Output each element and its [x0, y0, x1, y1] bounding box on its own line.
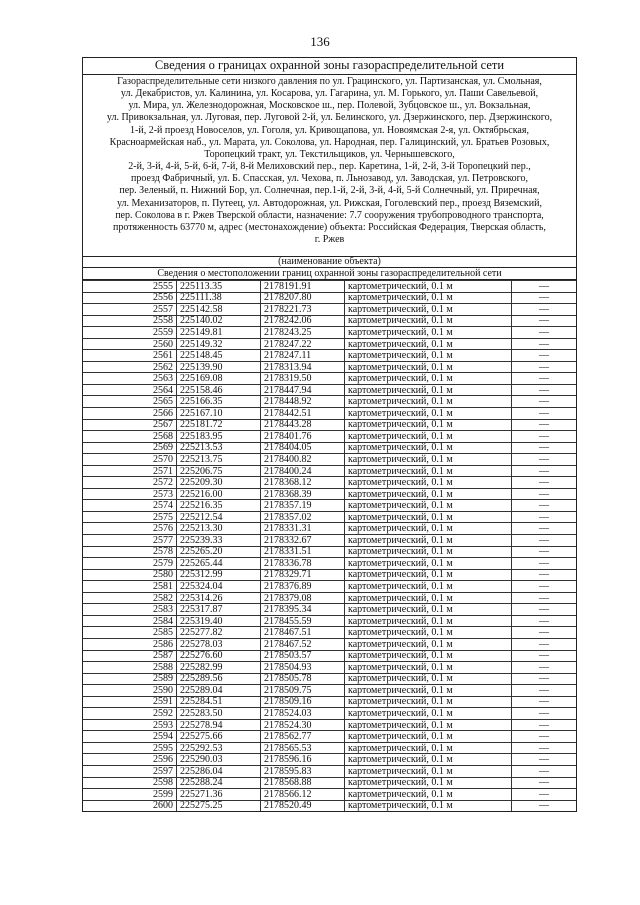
description-dash: — [512, 431, 577, 443]
coordinate-x: 225265.20 [177, 546, 261, 558]
coordinate-y: 2178520.49 [261, 800, 345, 811]
description-line: ул. Механизаторов, п. Путеец, ул. Автодорожная, ул. Рижская, Гоголевский пер., проезд Вяземский, [117, 197, 542, 209]
coordinate-x: 225142.58 [177, 304, 261, 316]
description-line: г. Ржев [314, 234, 345, 246]
point-number: 2573 [83, 488, 177, 500]
description-line: пер. Зеленый, п. Нижний Бор, ул. Солнечная, пер.1-й, 2-й, 3-й, 4-й, 5-й Солнечный, ул. Приречная, [119, 185, 540, 197]
method-accuracy: картометрический, 0.1 м [345, 765, 512, 777]
description-dash: — [512, 615, 577, 627]
method-accuracy: картометрический, 0.1 м [345, 546, 512, 558]
coordinate-x: 225216.35 [177, 500, 261, 512]
description-dash: — [512, 442, 577, 454]
table-row [83, 396, 576, 408]
method-accuracy: картометрический, 0.1 м [345, 315, 512, 327]
coordinate-y: 2178448.92 [261, 396, 345, 408]
table-row [83, 569, 576, 581]
table-row [83, 800, 576, 811]
method-accuracy: картометрический, 0.1 м [345, 500, 512, 512]
object-description [83, 75, 576, 256]
coordinate-x: 225317.87 [177, 604, 261, 616]
method-accuracy: картометрический, 0.1 м [345, 511, 512, 523]
coordinate-y: 2178467.52 [261, 638, 345, 650]
coordinate-y: 2178329.71 [261, 569, 345, 581]
coordinate-x: 225290.03 [177, 754, 261, 766]
method-accuracy: картометрический, 0.1 м [345, 685, 512, 697]
point-number: 2588 [83, 662, 177, 674]
method-accuracy: картометрический, 0.1 м [345, 292, 512, 304]
object-name-caption: (наименование объекта) [83, 256, 576, 268]
method-accuracy: картометрический, 0.1 м [345, 581, 512, 593]
table-row [83, 708, 576, 720]
method-accuracy: картометрический, 0.1 м [345, 431, 512, 443]
table-row [83, 431, 576, 443]
coordinate-x: 225239.33 [177, 535, 261, 547]
coordinate-x: 225148.45 [177, 350, 261, 362]
point-number: 2594 [83, 731, 177, 743]
point-number: 2566 [83, 408, 177, 420]
description-line: Торопецкий тракт, ул. Текстильщиков, ул. Чернышевского, [204, 148, 455, 160]
method-accuracy: картометрический, 0.1 м [345, 304, 512, 316]
table-row [83, 535, 576, 547]
coordinate-y: 2178524.03 [261, 708, 345, 720]
table-row [83, 673, 576, 685]
point-number: 2569 [83, 442, 177, 454]
description-dash: — [512, 546, 577, 558]
table-row [83, 454, 576, 466]
coordinate-x: 225284.51 [177, 696, 261, 708]
table-row [83, 638, 576, 650]
coordinate-y: 2178568.88 [261, 777, 345, 789]
method-accuracy: картометрический, 0.1 м [345, 731, 512, 743]
coordinate-x: 225213.75 [177, 454, 261, 466]
table-row [83, 281, 576, 293]
coordinate-x: 225169.08 [177, 373, 261, 385]
table-row [83, 315, 576, 327]
method-accuracy: картометрический, 0.1 м [345, 627, 512, 639]
point-number: 2587 [83, 650, 177, 662]
coordinate-y: 2178332.67 [261, 535, 345, 547]
coordinate-x: 225212.54 [177, 511, 261, 523]
coordinate-y: 2178243.25 [261, 327, 345, 339]
description-dash: — [512, 384, 577, 396]
method-accuracy: картометрический, 0.1 м [345, 454, 512, 466]
description-dash: — [512, 638, 577, 650]
page-number: 136 [310, 34, 330, 49]
coordinate-y: 2178247.22 [261, 338, 345, 350]
point-number: 2599 [83, 789, 177, 801]
coordinate-x: 225213.30 [177, 523, 261, 535]
method-accuracy: картометрический, 0.1 м [345, 523, 512, 535]
coordinate-y: 2178442.51 [261, 408, 345, 420]
coordinate-x: 225139.90 [177, 361, 261, 373]
coordinate-x: 225283.50 [177, 708, 261, 720]
method-accuracy: картометрический, 0.1 м [345, 442, 512, 454]
table-row [83, 696, 576, 708]
coordinate-y: 2178596.16 [261, 754, 345, 766]
boundary-subtitle: Сведения о местоположении границ охранной зоны газораспределительной сети [83, 268, 576, 280]
table-row [83, 685, 576, 697]
coordinate-x: 225278.03 [177, 638, 261, 650]
description-dash: — [512, 558, 577, 570]
description-dash: — [512, 685, 577, 697]
method-accuracy: картометрический, 0.1 м [345, 338, 512, 350]
method-accuracy: картометрический, 0.1 м [345, 754, 512, 766]
coordinate-x: 225158.46 [177, 384, 261, 396]
coordinate-y: 2178336.78 [261, 558, 345, 570]
coordinate-x: 225271.36 [177, 789, 261, 801]
point-number: 2597 [83, 765, 177, 777]
description-dash: — [512, 696, 577, 708]
description-dash: — [512, 373, 577, 385]
description-dash: — [512, 523, 577, 535]
coordinate-y: 2178562.77 [261, 731, 345, 743]
coordinate-y: 2178505.78 [261, 673, 345, 685]
method-accuracy: картометрический, 0.1 м [345, 327, 512, 339]
point-number: 2559 [83, 327, 177, 339]
coordinate-y: 2178509.16 [261, 696, 345, 708]
coordinate-y: 2178331.51 [261, 546, 345, 558]
coordinate-x: 225275.25 [177, 800, 261, 811]
coordinate-x: 225140.02 [177, 315, 261, 327]
coordinate-x: 225292.53 [177, 742, 261, 754]
table-row [83, 523, 576, 535]
table-row [83, 777, 576, 789]
coordinate-x: 225289.56 [177, 673, 261, 685]
coordinate-x: 225213.53 [177, 442, 261, 454]
point-number: 2574 [83, 500, 177, 512]
coordinate-y: 2178376.89 [261, 581, 345, 593]
point-number: 2564 [83, 384, 177, 396]
description-line: Красноармейская наб., ул. Марата, ул. Соколова, ул. Народная, пер. Галицинский, ул. Братьев Розовых, [109, 136, 550, 148]
point-number: 2570 [83, 454, 177, 466]
coordinate-x: 225312.99 [177, 569, 261, 581]
description-dash: — [512, 581, 577, 593]
point-number: 2561 [83, 350, 177, 362]
coordinate-y: 2178368.12 [261, 477, 345, 489]
coordinate-y: 2178404.05 [261, 442, 345, 454]
coordinate-x: 225276.60 [177, 650, 261, 662]
coordinate-x: 225183.95 [177, 431, 261, 443]
coordinate-y: 2178368.39 [261, 488, 345, 500]
coordinate-x: 225275.66 [177, 731, 261, 743]
table-row [83, 419, 576, 431]
description-dash: — [512, 292, 577, 304]
point-number: 2583 [83, 604, 177, 616]
coordinate-y: 2178313.94 [261, 361, 345, 373]
coordinate-y: 2178400.24 [261, 465, 345, 477]
point-number: 2598 [83, 777, 177, 789]
table-row [83, 511, 576, 523]
description-line: проезд Фабричный, ул. Б. Спасская, ул. Чехова, п. Льнозавод, ул. Заводская, ул. Петровского, [130, 173, 529, 185]
point-number: 2589 [83, 673, 177, 685]
method-accuracy: картометрический, 0.1 м [345, 396, 512, 408]
description-dash: — [512, 396, 577, 408]
method-accuracy: картометрический, 0.1 м [345, 384, 512, 396]
method-accuracy: картометрический, 0.1 м [345, 638, 512, 650]
coordinate-y: 2178395.34 [261, 604, 345, 616]
description-dash: — [512, 742, 577, 754]
description-dash: — [512, 408, 577, 420]
description-line: Газораспределительные сети низкого давления по ул. Грацинского, ул. Партизанская, ул. Смольная, [117, 76, 542, 87]
description-dash: — [512, 789, 577, 801]
coordinate-x: 225149.32 [177, 338, 261, 350]
method-accuracy: картометрический, 0.1 м [345, 419, 512, 431]
table-row [83, 384, 576, 396]
point-number: 2579 [83, 558, 177, 570]
coordinate-y: 2178400.82 [261, 454, 345, 466]
point-number: 2568 [83, 431, 177, 443]
description-dash: — [512, 731, 577, 743]
method-accuracy: картометрический, 0.1 м [345, 373, 512, 385]
method-accuracy: картометрический, 0.1 м [345, 708, 512, 720]
description-dash: — [512, 488, 577, 500]
description-dash: — [512, 754, 577, 766]
description-line: пер. Соколова в г. Ржев Тверской области, назначение: 7.7 сооружения трубопроводного транспорта, [115, 209, 544, 221]
description-dash: — [512, 662, 577, 674]
coordinate-x: 225319.40 [177, 615, 261, 627]
coordinate-x: 225265.44 [177, 558, 261, 570]
point-number: 2600 [83, 800, 177, 811]
coordinate-y: 2178595.83 [261, 765, 345, 777]
point-number: 2584 [83, 615, 177, 627]
coordinate-y: 2178379.08 [261, 592, 345, 604]
table-row [83, 373, 576, 385]
coordinate-x: 225167.10 [177, 408, 261, 420]
point-number: 2567 [83, 419, 177, 431]
point-number: 2578 [83, 546, 177, 558]
point-number: 2580 [83, 569, 177, 581]
description-line: ул. Мира, ул. Железнодорожная, Московское ш., пер. Полевой, Зубцовское ш., ул. Вокзальная, [128, 100, 531, 112]
method-accuracy: картометрический, 0.1 м [345, 650, 512, 662]
coordinate-x: 225282.99 [177, 662, 261, 674]
point-number: 2555 [83, 281, 177, 293]
coordinate-y: 2178242.06 [261, 315, 345, 327]
description-dash: — [512, 281, 577, 293]
coordinate-y: 2178447.94 [261, 384, 345, 396]
description-dash: — [512, 477, 577, 489]
table-row [83, 361, 576, 373]
method-accuracy: картометрический, 0.1 м [345, 281, 512, 293]
coordinate-y: 2178331.31 [261, 523, 345, 535]
table-row [83, 477, 576, 489]
point-number: 2591 [83, 696, 177, 708]
point-number: 2582 [83, 592, 177, 604]
coordinate-x: 225314.26 [177, 592, 261, 604]
method-accuracy: картометрический, 0.1 м [345, 777, 512, 789]
point-number: 2565 [83, 396, 177, 408]
table-row [83, 500, 576, 512]
coordinate-x: 225277.82 [177, 627, 261, 639]
coordinate-y: 2178207.80 [261, 292, 345, 304]
table-row [83, 350, 576, 362]
description-dash: — [512, 327, 577, 339]
coordinate-y: 2178524.30 [261, 719, 345, 731]
description-dash: — [512, 650, 577, 662]
method-accuracy: картометрический, 0.1 м [345, 558, 512, 570]
coordinate-y: 2178221.73 [261, 304, 345, 316]
description-dash: — [512, 338, 577, 350]
description-dash: — [512, 800, 577, 811]
table-row [83, 627, 576, 639]
method-accuracy: картометрический, 0.1 м [345, 465, 512, 477]
description-dash: — [512, 604, 577, 616]
coordinate-x: 225166.35 [177, 396, 261, 408]
description-line: протяженность 63770 м, адрес (местонахождение) объекта: Российская Федерация, Тверская область, [113, 221, 546, 233]
coordinate-x: 225286.04 [177, 765, 261, 777]
coordinate-x: 225206.75 [177, 465, 261, 477]
document-frame [82, 57, 577, 812]
description-dash: — [512, 673, 577, 685]
method-accuracy: картометрический, 0.1 м [345, 696, 512, 708]
method-accuracy: картометрический, 0.1 м [345, 662, 512, 674]
table-row [83, 662, 576, 674]
point-number: 2558 [83, 315, 177, 327]
coordinate-x: 225324.04 [177, 581, 261, 593]
table-row [83, 731, 576, 743]
coordinate-x: 225288.24 [177, 777, 261, 789]
method-accuracy: картометрический, 0.1 м [345, 789, 512, 801]
coordinate-y: 2178247.11 [261, 350, 345, 362]
coordinate-y: 2178357.02 [261, 511, 345, 523]
method-accuracy: картометрический, 0.1 м [345, 535, 512, 547]
description-dash: — [512, 765, 577, 777]
description-dash: — [512, 592, 577, 604]
method-accuracy: картометрический, 0.1 м [345, 408, 512, 420]
description-dash: — [512, 719, 577, 731]
point-number: 2562 [83, 361, 177, 373]
table-row [83, 465, 576, 477]
description-dash: — [512, 569, 577, 581]
table-row [83, 558, 576, 570]
table-row [83, 442, 576, 454]
coordinate-x: 225149.81 [177, 327, 261, 339]
method-accuracy: картометрический, 0.1 м [345, 673, 512, 685]
coordinate-y: 2178443.28 [261, 419, 345, 431]
method-accuracy: картометрический, 0.1 м [345, 800, 512, 811]
point-number: 2572 [83, 477, 177, 489]
table-row [83, 742, 576, 754]
description-line: ул. Привокзальная, ул. Луговая, пер. Луговой 2-й, ул. Белинского, ул. Дзержинского, пер. Дзержинского, [106, 112, 553, 124]
description-dash: — [512, 535, 577, 547]
description-dash: — [512, 777, 577, 789]
section-title: Сведения о границах охранной зоны газораспределительной сети [83, 58, 576, 75]
table-row [83, 304, 576, 316]
point-number: 2577 [83, 535, 177, 547]
method-accuracy: картометрический, 0.1 м [345, 592, 512, 604]
table-row [83, 292, 576, 304]
table-row [83, 765, 576, 777]
coordinate-x: 225216.00 [177, 488, 261, 500]
point-number: 2586 [83, 638, 177, 650]
description-dash: — [512, 500, 577, 512]
point-number: 2590 [83, 685, 177, 697]
description-line: 2-й, 3-й, 4-й, 5-й, 6-й, 7-й, 8-й Мелиховский пер., пер. Каретина, 1-й, 2-й, 3-й Торопецкий пер., [128, 161, 531, 173]
table-row [83, 604, 576, 616]
method-accuracy: картометрический, 0.1 м [345, 615, 512, 627]
coordinate-x: 225111.38 [177, 292, 261, 304]
coordinate-x: 225289.04 [177, 685, 261, 697]
table-row [83, 615, 576, 627]
point-number: 2585 [83, 627, 177, 639]
coordinate-x: 225278.94 [177, 719, 261, 731]
point-number: 2592 [83, 708, 177, 720]
coordinate-y: 2178503.57 [261, 650, 345, 662]
description-line: ул. Декабристов, ул. Калинина, ул. Косарова, ул. Гагарина, ул. М. Горького, ул. Паши Савельевой, [120, 88, 539, 100]
point-number: 2563 [83, 373, 177, 385]
description-dash: — [512, 454, 577, 466]
coordinate-y: 2178504.93 [261, 662, 345, 674]
table-row [83, 650, 576, 662]
coordinate-y: 2178191.91 [261, 281, 345, 293]
description-dash: — [512, 350, 577, 362]
coordinate-y: 2178565.53 [261, 742, 345, 754]
description-dash: — [512, 315, 577, 327]
table-row [83, 546, 576, 558]
description-dash: — [512, 304, 577, 316]
description-dash: — [512, 708, 577, 720]
method-accuracy: картометрический, 0.1 м [345, 604, 512, 616]
coordinates-table [83, 280, 576, 811]
point-number: 2593 [83, 719, 177, 731]
coordinate-x: 225209.30 [177, 477, 261, 489]
point-number: 2576 [83, 523, 177, 535]
table-row [83, 719, 576, 731]
point-number: 2581 [83, 581, 177, 593]
method-accuracy: картометрический, 0.1 м [345, 488, 512, 500]
coordinate-y: 2178455.59 [261, 615, 345, 627]
description-line: 1-й, 2-й проезд Новоселов, ул. Гоголя, ул. Кривощапова, ул. Новоямская 2-я, ул. Октябрьская, [130, 124, 529, 136]
description-dash: — [512, 419, 577, 431]
table-row [83, 754, 576, 766]
method-accuracy: картометрический, 0.1 м [345, 742, 512, 754]
method-accuracy: картометрический, 0.1 м [345, 477, 512, 489]
coordinate-y: 2178319.50 [261, 373, 345, 385]
coordinate-y: 2178357.19 [261, 500, 345, 512]
method-accuracy: картометрический, 0.1 м [345, 350, 512, 362]
point-number: 2575 [83, 511, 177, 523]
coordinate-x: 225113.35 [177, 281, 261, 293]
table-row [83, 592, 576, 604]
point-number: 2556 [83, 292, 177, 304]
point-number: 2596 [83, 754, 177, 766]
coordinate-y: 2178509.75 [261, 685, 345, 697]
point-number: 2560 [83, 338, 177, 350]
method-accuracy: картометрический, 0.1 м [345, 569, 512, 581]
table-row [83, 338, 576, 350]
table-row [83, 581, 576, 593]
point-number: 2571 [83, 465, 177, 477]
table-row [83, 408, 576, 420]
method-accuracy: картометрический, 0.1 м [345, 361, 512, 373]
point-number: 2595 [83, 742, 177, 754]
coordinate-y: 2178566.12 [261, 789, 345, 801]
method-accuracy: картометрический, 0.1 м [345, 719, 512, 731]
coordinate-y: 2178401.76 [261, 431, 345, 443]
table-row [83, 488, 576, 500]
coordinate-x: 225181.72 [177, 419, 261, 431]
table-row [83, 789, 576, 801]
description-dash: — [512, 361, 577, 373]
table-row [83, 327, 576, 339]
description-dash: — [512, 511, 577, 523]
coordinate-y: 2178467.51 [261, 627, 345, 639]
point-number: 2557 [83, 304, 177, 316]
description-dash: — [512, 627, 577, 639]
description-dash: — [512, 465, 577, 477]
